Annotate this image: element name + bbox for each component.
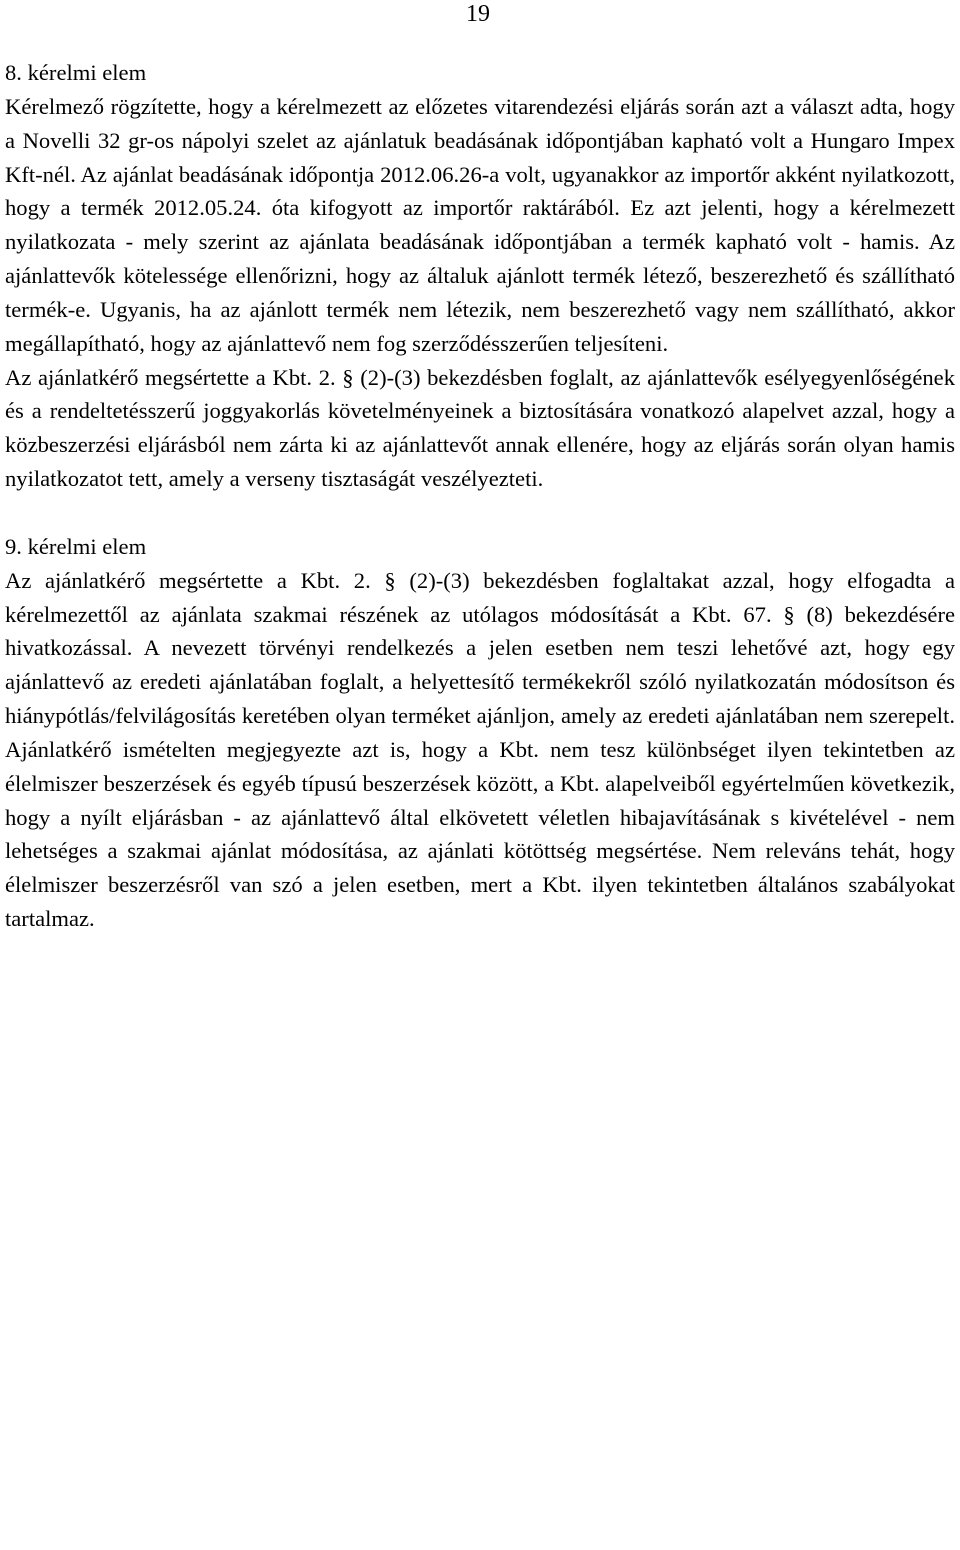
section-8-paragraph-1: Kérelmező rögzítette, hogy a kérelmezett az előzetes vitarendezési eljárás során azt a választ adta, hogy a Novelli 32 gr-os nápolyi szelet az ajánlatuk beadásának időpontjában kapható volt a Hungaro Impex Kft-nél. Az ajánlat beadásának időpontja 2012.06.26-a volt, ugyanakkor az importőr akként nyilatkozott, hogy a termék 2012.05.24. óta kifogyott az importőr raktárából. Ez azt jelenti, hogy a kérelmezett nyilatkozata - mely szerint az ajánlata beadásának időpontjában a termék kapható volt - hamis. Az ajánlattevők kötelessége ellenőrizni, hogy az általuk ajánlott termék létező, beszerezhető és szállítható termék-e. Ugyanis, ha az ajánlott termék nem létezik, nem beszerezhető vagy nem szállítható, akkor megállapítható, hogy az ajánlattevő nem fog szerződésszerűen teljesíteni. <box>5 93 955 356</box>
paragraph-spacer <box>5 496 955 530</box>
page-number: 19 <box>466 1 490 27</box>
paragraph-spacer <box>5 936 955 970</box>
section-9-heading: 9. kérelmi elem <box>5 533 147 559</box>
section-8-paragraph-2: Az ajánlatkérő megsértette a Kbt. 2. § (2)-(3) bekezdésben foglalt, az ajánlattevők esélyegyenlőségének és a rendeltetésszerű joggyakorlás követelményeinek a biztosítására vonatkozó alapelvet azzal, hogy a közbeszerzési eljárásból nem zárta ki az ajánlattevőt annak ellenére, hogy az eljárás során olyan hamis nyilatkozatot tett, amely a verseny tisztaságát veszélyezteti. <box>5 364 955 492</box>
section-9-paragraph-1: Az ajánlatkérő megsértette a Kbt. 2. § (2)-(3) bekezdésben foglaltakat azzal, hogy elfogadta a kérelmezettől az ajánlata szakmai részének az utólagos módosítását a Kbt. 67. § (8) bekezdésére hivatkozással. A nevezett törvényi rendelkezés a jelen esetben nem teszi lehetővé azt, hogy egy ajánlattevő az eredeti ajánlatában foglalt, a helyettesítő termékekről szóló nyilatkozatán módosítson és hiánypótlás/felvilágosítás keretében olyan terméket ajánljon, amely az eredeti ajánlatában nem szerepelt. Ajánlatkérő ismételten megjegyezte azt is, hogy a Kbt. nem tesz különbséget ilyen tekintetben az élelmiszer beszerzések és egyéb típusú beszerzések között, a Kbt. alapelveiből egyértelműen következik, hogy a nyílt eljárásban - az ajánlattevő által elkövetett véletlen hibajavításának s kivételével - nem lehetséges a szakmai ajánlat módosítása, az ajánlati kötöttség megsértése. Nem releváns tehát, hogy élelmiszer beszerzésről van szó a jelen esetben, mert a Kbt. ilyen tekintetben általános szabályokat tartalmaz. <box>5 567 955 932</box>
section-8-heading: 8. kérelmi elem <box>5 60 147 85</box>
document-body <box>5 56 955 970</box>
